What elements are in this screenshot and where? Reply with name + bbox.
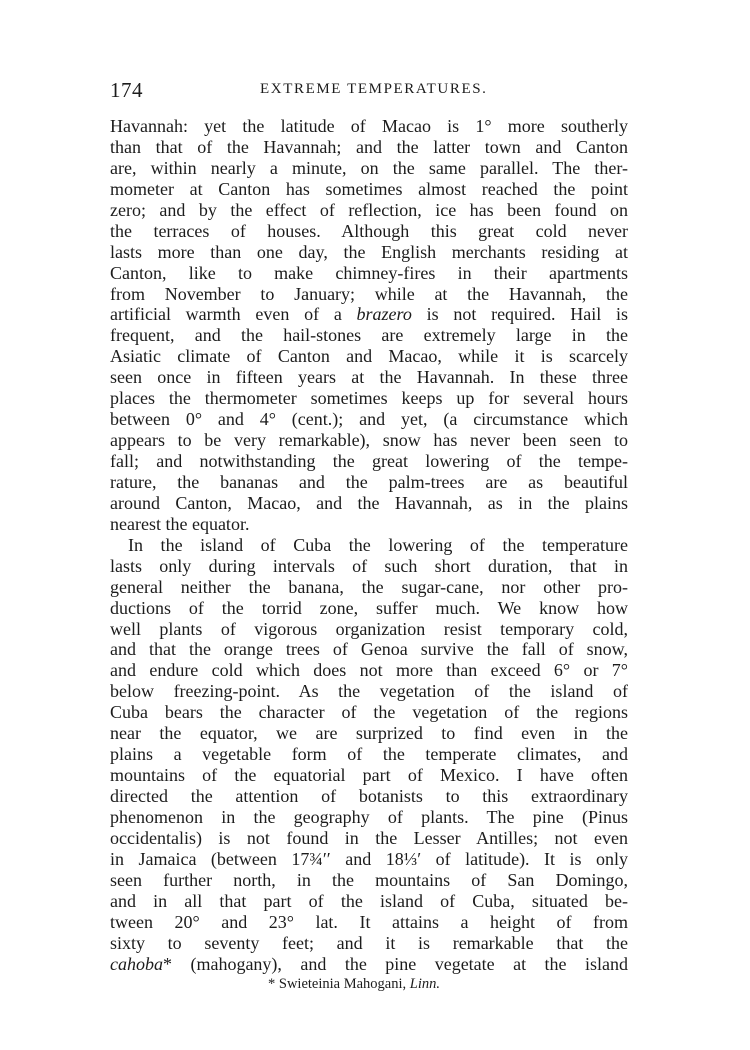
text-line: phenomenon in the geography of plants. The pine (Pinus — [110, 806, 628, 827]
body-text — [110, 116, 628, 974]
paragraph-1 — [110, 116, 628, 535]
page-header — [110, 78, 628, 114]
text-line: are, within nearly a minute, on the same parallel. The ther- — [110, 157, 628, 178]
text-line: frequent, and the hail-stones are extremely large in the — [110, 325, 628, 346]
text-line: cahoba* (mahogany), and the pine vegetate at the island — [110, 953, 628, 974]
text-line: In the island of Cuba the lowering of the temperature — [128, 534, 628, 555]
text-line: fall; and notwithstanding the great lowering of the tempe- — [110, 451, 628, 471]
text-line: seen further north, in the mountains of San Domingo, — [110, 869, 628, 890]
text-line: zero; and by the effect of reflection, ice has been found on — [110, 199, 628, 220]
running-title: EXTREME TEMPERATURES. — [260, 81, 488, 97]
text-line: artificial warmth even of a brazero is not required. Hail is — [110, 304, 628, 325]
text-line: between 0° and 4° (cent.); and yet, (a circumstance which — [110, 409, 628, 430]
text-line: Havannah: yet the latitude of Macao is 1° more southerly — [110, 116, 628, 136]
footnote-author: Linn. — [409, 976, 440, 993]
text-line: occidentalis) is not found in the Lesser Antilles; not even — [110, 827, 628, 848]
text-line: ductions of the torrid zone, suffer much. We know how — [110, 597, 628, 618]
text-line: near the equator, we are surprized to find even in the — [110, 723, 628, 744]
text-line: in Jamaica (between 17¾′′ and 18⅓′ of latitude). It is only — [110, 848, 628, 869]
text-line: well plants of vigorous organization resist temporary cold, — [110, 618, 628, 639]
footnote-marker: * — [268, 976, 276, 993]
text-line: plains a vegetable form of the temperate climates, and — [110, 744, 628, 765]
text-line: and endure cold which does not more than exceed 6° or 7° — [110, 660, 628, 681]
text-line: below freezing-point. As the vegetation of the island of — [110, 681, 628, 702]
text-line: sixty to seventy feet; and it is remarkable that the — [110, 932, 628, 953]
text-line: lasts only during intervals of such short duration, that in — [110, 555, 628, 576]
text-line: around Canton, Macao, and the Havannah, as in the plains — [110, 492, 628, 513]
text-line: places the thermometer sometimes keeps up for several hours — [110, 388, 628, 409]
text-line: from November to January; while at the Havannah, the — [110, 283, 628, 304]
text-line: and in all that part of the island of Cuba, situated be- — [110, 890, 628, 911]
text-line: than that of the Havannah; and the latter town and Canton — [110, 136, 628, 157]
text-line: rature, the bananas and the palm-trees are as beautiful — [110, 471, 628, 492]
text-line: mountains of the equatorial part of Mexico. I have often — [110, 765, 628, 786]
footnote-text: Swieteinia Mahogani, — [278, 976, 407, 993]
text-line: mometer at Canton has sometimes almost reached the point — [110, 178, 628, 199]
paragraph-2 — [110, 535, 628, 975]
text-line: directed the attention of botanists to this extraordinary — [110, 786, 628, 806]
text-line: Asiatic climate of Canton and Macao, while it is scarcely — [110, 346, 628, 367]
text-line: nearest the equator. — [110, 513, 250, 534]
text-line: Cuba bears the character of the vegetation of the regions — [110, 702, 628, 723]
footnote — [110, 975, 628, 993]
text-line: general neither the banana, the sugar-cane, nor other pro- — [110, 576, 628, 597]
text-line: tween 20° and 23° lat. It attains a height of from — [110, 911, 628, 932]
text-line: lasts more than one day, the English merchants residing at — [110, 241, 628, 262]
text-line: seen once in fifteen years at the Havannah. In these three — [110, 367, 628, 388]
text-line: Canton, like to make chimney-fires in their apartments — [110, 262, 628, 283]
text-line: the terraces of houses. Although this great cold never — [110, 220, 628, 241]
text-line: appears to be very remarkable), snow has never been seen to — [110, 430, 628, 451]
book-page — [110, 78, 628, 993]
text-line: and that the orange trees of Genoa survive the fall of snow, — [110, 639, 628, 660]
page-number: 174 — [110, 78, 143, 102]
